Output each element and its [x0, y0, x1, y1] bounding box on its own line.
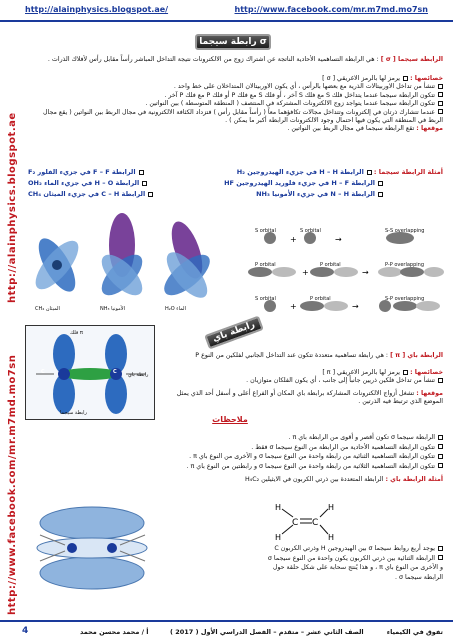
- notes-list: الرابطة سيجما σ تكون أقصر و أقوى من الرابطة باي π . تتكون الرابطة التساهمية الأحادية من الرابطة من النوع سيجما σ فقط . تتكون الرابطة التساهمية الثنائية من رابطة واحدة من النوع سيجما σ و الأخرى من النوع باي π . تتكون الرابطة التساهمية الثلاثية من رابطة واحدة من النوع سيجما σ و رابطتين من النوع باي π .: [28, 433, 443, 471]
- svg-text:C: C: [292, 518, 299, 528]
- pi-properties: خصائصها : يرمز لها بالرمز الاغريقي [ π ] تنشأ من تداخل فلكين ذريين جانباً إلى جانب ، أي يكون الفلكان متوازيان . موقعها : تشغل أزواج الالكترونات المشاركة برابطة باي المكان أو الفراغ أعلى و أسفل أحد الذي يمثل الموضع الذي ترتبط فيه الذرتين .: [176, 369, 443, 406]
- svg-text:+: +: [302, 268, 309, 277]
- overlap-label: S orbital: [255, 228, 276, 234]
- ethylene-notes: يوجد أربع روابط سيجما σ بين الهيدروجين H وذرتي الكربون C الرابطة الثنائية بين ذرتي الكربون يكون واحدة من النوع سيجما σ و الأخرى من النوع باي π ، و هذا يُنتج سحابة على شكل حلقة حول الرابطة سيجما σ .: [267, 545, 443, 581]
- overlap-label: S orbital: [300, 228, 321, 234]
- svg-text:H: H: [328, 533, 335, 542]
- overlap-label: S-S overlapping: [385, 228, 425, 234]
- pi-title: رابطة باي π: [204, 316, 264, 350]
- methane-label: CH₄ الميثان: [35, 306, 60, 312]
- sigma-title: رابطة سيجما σ: [195, 34, 271, 50]
- footer-grade: الصف الثاني عشر – متقدم – الفصل الدراسي الأول ( 2017 ): [170, 628, 364, 636]
- notes-title: ملاحظات: [212, 415, 248, 424]
- svg-text:+: +: [290, 302, 297, 311]
- page-header: [0, 0, 453, 22]
- header-blog-link[interactable]: http://alainphysics.blogspot.ae/: [25, 5, 169, 14]
- overlap-label: P-P overlapping: [385, 262, 424, 268]
- footer-course: تفوق في الكيمياء: [386, 628, 443, 636]
- side-facebook-url: http://www.facebook.com/mr.m7md.mo7sn: [7, 354, 18, 615]
- molecule-orbital-diagrams: [22, 205, 222, 315]
- svg-text:→: →: [352, 302, 359, 311]
- carbon-left-label: C: [41, 369, 45, 375]
- svg-text:→: →: [362, 268, 369, 277]
- svg-text:H: H: [275, 533, 282, 542]
- overlap-label: P orbital: [255, 262, 276, 268]
- ethylene-orbital-diagram: [25, 485, 160, 610]
- overlap-label: S orbital: [255, 296, 276, 302]
- pi-cloud-label: فلك π: [70, 330, 83, 336]
- ammonia-orbitals: [95, 213, 149, 302]
- overlap-label: P orbital: [310, 296, 331, 302]
- page-footer: [0, 620, 453, 640]
- sigma-examples: أمثلة الرابطة سيجما : الرابطة H – H في جزيء الهيدروجين H₂ الرابطة F – F في جزيء الفلور F₂ الرابطة H – F في جزيء فلوريد الهيدروجين HF الرابطة H – O في جزيء الماء OH₂ الرابطة N – H في جزيء الأمونيا NH₃ الرابطة C – H في جزيء الميثان CH₄: [28, 168, 443, 198]
- overlap-label: S-P overlapping: [385, 296, 425, 302]
- pi-example: أمثلة الرابطة باي : الرابطة المتعددة بين ذرتي الكربون في الايثيلين H₄C₂: [244, 476, 443, 483]
- svg-text:H: H: [275, 503, 282, 512]
- carbon-right-label: C: [113, 369, 117, 375]
- side-blog-url: http://alainphysics.blogspot.ae: [7, 112, 18, 303]
- overlap-label: P orbital: [320, 262, 341, 268]
- pi-bond-label: رابطة باي: [128, 372, 149, 378]
- header-facebook-link[interactable]: http://www.facebook.com/mr.m7md.mo7sn: [234, 5, 428, 14]
- methane-orbitals: [29, 233, 86, 297]
- pi-definition: الرابطة باي [ π ] : هي رابطة تساهمية متعددة تتكون عند التداخل الجانبي لفلكين من النوع P: [195, 352, 443, 359]
- ethylene-structure: [270, 500, 340, 542]
- water-label: H₂O الماء: [165, 306, 186, 312]
- sigma-properties: خصائصها : يرمز لها بالرمز الاغريقي [ σ ] تنشأ من تداخل الاوربيتالات الذرية مع بعضها بالرأس ، أي يكون الاوربيتالان المتداخلان على خط واحد . تتكون الرابطة سيجما عندما يتداخل فلك S مع فلك S آخر ، أو فلك S مع فلك P أو فلك P مع فلك P آخر . تتكون الرابطة سيجما عندما يتواجد زوج الالكترونات المشتركة في المنتصف ( المنطقة المتوسطة ) بين النواتين . عندما تتشارك ذرتان في إلكترونات وتتداخل مجالات تكافؤهما معاً ( رأساً مقابل رأس ) فتزداد الكثافة الالكترونية في مجال الربط بين النواتين ( يقع مجال الربط في المنطقة التي يكون فيها احتمال وجود الالكترونات الرابطة أكبر ما يمكن ) . موقعها : تقع الرابطة سيجما في مجال الربط بين النواتين .: [42, 75, 443, 133]
- svg-text:C: C: [312, 518, 319, 528]
- page-number: 4: [22, 626, 29, 636]
- ammonia-label: NH₃ الأمونيا: [100, 306, 126, 312]
- sigma-definition: الرابطة سيجما [ σ ] : هي الرابطة التساهمية الأحادية الناتجة عن اشتراك زوج من الالكترونات نتيجة التداخل المباشر رأساً مقابل رأس لأفلاك الذرات .: [47, 56, 443, 63]
- sigma-bond-label: رابطة سيجما: [60, 410, 87, 416]
- water-orbitals: [158, 218, 216, 304]
- svg-text:→: →: [335, 235, 342, 244]
- footer-author: أ / محمد محسن محمد: [80, 628, 149, 636]
- svg-text:+: +: [290, 235, 297, 244]
- overlap-diagrams: [240, 220, 445, 320]
- svg-text:H: H: [328, 503, 335, 512]
